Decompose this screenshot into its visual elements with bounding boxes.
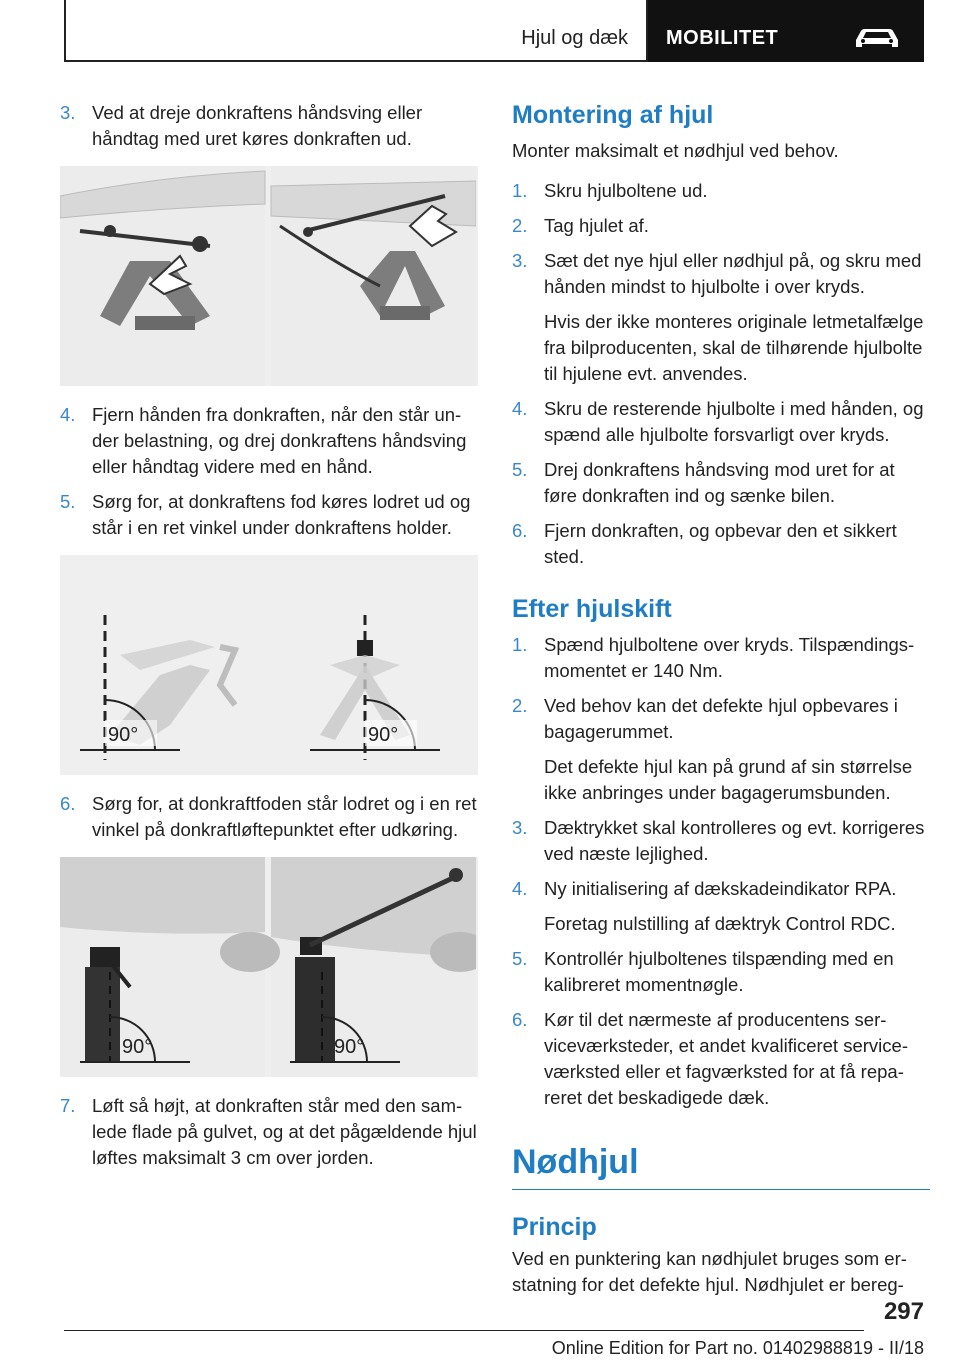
header-section-title: Hjul og dæk: [521, 27, 628, 49]
step-number: 6.: [60, 793, 76, 814]
step-number: 6.: [512, 520, 528, 541]
steps-group: [512, 632, 930, 745]
header-chapter-box: [648, 0, 924, 62]
list-item: [512, 457, 930, 509]
step-number: 5.: [512, 948, 528, 969]
section-heading-mounting: Montering af hjul: [512, 101, 714, 129]
list-item: [512, 946, 930, 998]
list-item: [60, 100, 478, 152]
step-text: Spænd hjulboltene over kryds. Tilspændingsmomentet er 140 Nm.: [544, 634, 915, 681]
step-number: 1.: [512, 634, 528, 655]
step-number: 7.: [60, 1095, 76, 1116]
step-number: 2.: [512, 695, 528, 716]
step-text: Drej donkraftens håndsving mod uret for at føre donkraften ind og sænke bilen.: [544, 459, 895, 506]
principle-text: Ved en punktering kan nødhjulet bruges som erstatning for det defekte hjul. Nødhjulet er bereg-: [512, 1248, 907, 1295]
after-note-1: Det defekte hjul kan på grund af sin størrelse ikke anbringes under bagagerumsbunden.: [544, 756, 913, 803]
step-number: 3.: [60, 102, 76, 123]
step-number: 5.: [512, 459, 528, 480]
steps-group: [512, 396, 930, 570]
left-column: [60, 100, 478, 1180]
list-item: [512, 248, 930, 300]
list-item: [60, 791, 478, 843]
page-number: 297: [883, 1298, 924, 1325]
angle-label: 90°: [122, 1036, 153, 1058]
mounting-note: Hvis der ikke monteres originale letmetalfælge fra bilproducenten, skal de tilhørende hjulbolte til hjulene evt. anvendes.: [544, 311, 924, 384]
list-item: [512, 693, 930, 745]
step-text: Tag hjulet af.: [544, 215, 649, 236]
steps-group: [60, 402, 478, 541]
step-number: 3.: [512, 250, 528, 271]
jack-angle-diagram: [60, 555, 476, 775]
steps-group: [512, 815, 930, 902]
step-text: Kør til det nærmeste af producentens serviceværksteder, et andet kvalificeret serviceværksted eller et fagværksted for at få repareret det beskadigede dæk.: [544, 1009, 908, 1108]
section-heading-after: Efter hjulskift: [512, 595, 672, 623]
step-text: Kontrollér hjulboltenes tilspænding med en kalibreret momentnøgle.: [544, 948, 894, 995]
step-text: Fjern hånden fra donkraften, når den står under belastning, og drej donkraftens håndsving eller håndtag videre med en hånd.: [92, 404, 467, 477]
header-chapter-title: MOBILITET: [666, 27, 779, 49]
angle-label: 90°: [108, 724, 139, 746]
step-number: 1.: [512, 180, 528, 201]
angle-label: 90°: [334, 1036, 365, 1058]
section-heading-principle: Princip: [512, 1213, 597, 1241]
list-item: [512, 815, 930, 867]
step-number: 4.: [512, 878, 528, 899]
list-item: [512, 396, 930, 448]
step-text: Ved behov kan det defekte hjul opbevares i bagagerummet.: [544, 695, 898, 742]
step-text: Ny initialisering af dækskadeindikator RPA.: [544, 878, 897, 899]
step-text: Fjern donkraften, og opbevar den et sikkert sted.: [544, 520, 897, 567]
list-item: [60, 489, 478, 541]
list-item: [60, 1093, 478, 1171]
list-item: [512, 213, 930, 239]
step-number: 3.: [512, 817, 528, 838]
list-item: [512, 518, 930, 570]
step-number: 4.: [60, 404, 76, 425]
footer-edition: Online Edition for Part no. 01402988819 - II/18: [551, 1338, 924, 1358]
list-item: [60, 402, 478, 480]
jack-crank-illustration: [60, 166, 476, 386]
step-text: Ved at dreje donkraftens håndsving eller håndtag med uret køres donkraften ud.: [92, 102, 423, 149]
steps-group: [60, 100, 478, 152]
list-item: [512, 178, 930, 204]
step-number: 6.: [512, 1009, 528, 1030]
step-text: Sæt det nye hjul eller nødhjul på, og skru med hånden mindst to hjulbolte i over kryds.: [544, 250, 922, 297]
mounting-intro: Monter maksimalt et nødhjul ved behov.: [512, 140, 839, 161]
step-text: Sørg for, at donkraftens fod køres lodret ud og står i en ret vinkel under donkraftens holder.: [92, 491, 471, 538]
footer-divider: [64, 1330, 864, 1331]
step-number: 4.: [512, 398, 528, 419]
after-note-2: Foretag nulstilling af dæktryk Control RDC.: [544, 913, 896, 934]
car-icon: [852, 26, 902, 50]
jack-under-car-illustration: [60, 857, 476, 1077]
header-section-box: [64, 0, 648, 62]
step-text: Dæktrykket skal kontrolleres og evt. korrigeres ved næste lejlighed.: [544, 817, 925, 864]
figure-jack-under-car: [60, 857, 478, 1077]
step-text: Skru de resterende hjulbolte i med hånden, og spænd alle hjulbolte forsvarligt over kryds.: [544, 398, 924, 445]
list-item: [512, 1007, 930, 1111]
list-item: [512, 876, 930, 902]
steps-group: [60, 791, 478, 843]
steps-group: [512, 946, 930, 1111]
step-number: 2.: [512, 215, 528, 236]
step-text: Sørg for, at donkraftfoden står lodret og i en ret vinkel på donkraftløftepunktet efter udkøring.: [92, 793, 477, 840]
step-text: Løft så højt, at donkraften står med den samlede flade på gulvet, og at det pågældende hjul løftes maksimalt 3 cm over jorden.: [92, 1095, 477, 1168]
section-heading-spare-wheel: Nødhjul: [512, 1141, 930, 1190]
steps-group: [512, 178, 930, 300]
angle-label: 90°: [368, 724, 399, 746]
step-text: Skru hjulboltene ud.: [544, 180, 708, 201]
right-column: [512, 100, 930, 1312]
list-item: [512, 632, 930, 684]
page-header: [64, 0, 924, 64]
figure-jack-crank: [60, 166, 478, 386]
steps-group: [60, 1093, 478, 1171]
figure-jack-angle: [60, 555, 478, 775]
step-number: 5.: [60, 491, 76, 512]
